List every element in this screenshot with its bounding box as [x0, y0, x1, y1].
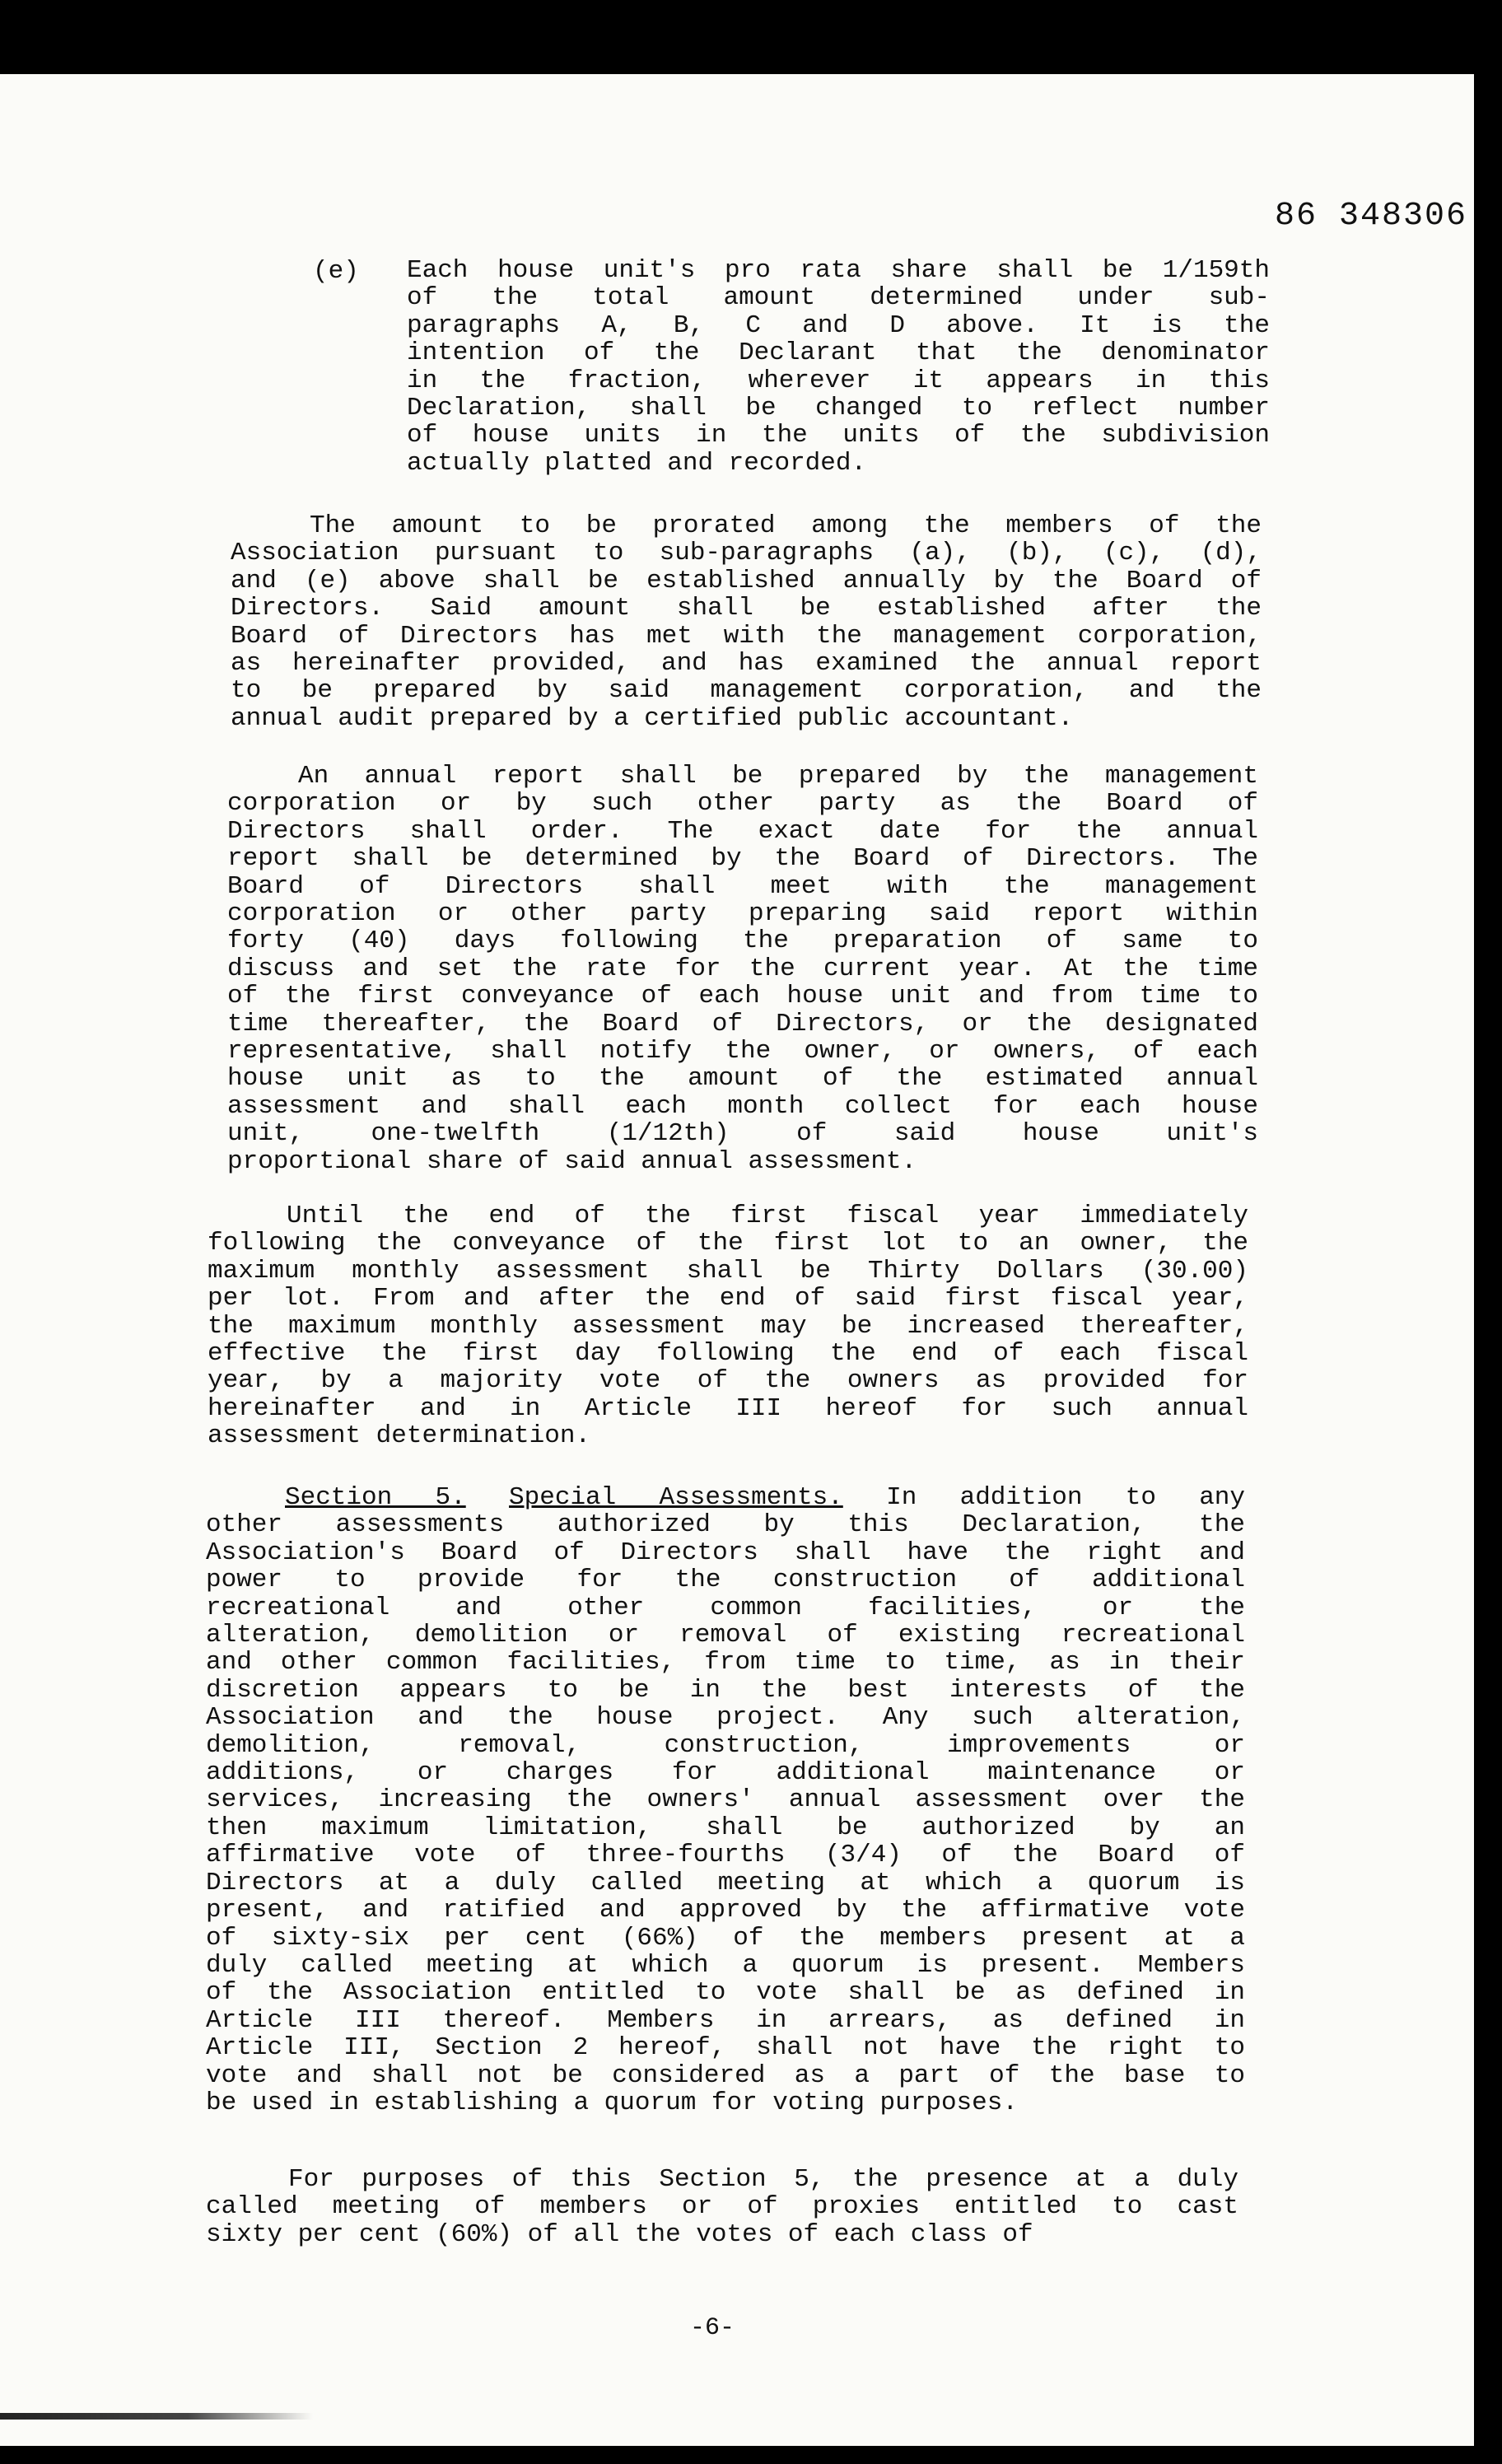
text-line: Until the end of the first fiscal year immediately [287, 1202, 1248, 1230]
text-line: Association and the house project. Any such alteration, [206, 1703, 1245, 1733]
text-line: duly called meeting at which a quorum is present. Members [206, 1950, 1245, 1980]
text-line: following the conveyance of the first lot to an owner, the [208, 1229, 1248, 1258]
text-line: house unit as to the amount of the estimated annual [227, 1064, 1258, 1094]
scan-edge-mark [0, 2413, 313, 2420]
text-line: services, increasing the owners' annual assessment over the [206, 1785, 1245, 1815]
section-5-paragraph [206, 1484, 1245, 2116]
section-5-first-line-rest: In addition to any [886, 1483, 1246, 1512]
text-line: assessment determination. [208, 1421, 591, 1451]
text-line: be used in establishing a quorum for voting purposes. [206, 2088, 1018, 2117]
text-line: sixty per cent (60%) of all the votes of each class of [206, 2219, 1033, 2249]
text-line: report shall be determined by the Board of Directors. The [227, 844, 1258, 874]
document-number: 86 348306 [1275, 198, 1468, 235]
text-line: to be prepared by said management corporation, and the [231, 676, 1262, 706]
section-5-first-line [206, 1484, 1245, 1511]
text-line: alteration, demolition or removal of existing recreational [206, 1621, 1245, 1650]
text-line: paragraphs A, B, C and D above. It is the [407, 310, 1270, 340]
text-line: The amount to be prorated among the members of the [310, 511, 1262, 540]
text-line: Declaration, shall be changed to reflect number [407, 394, 1270, 423]
text-line: Directors. Said amount shall be established after the [231, 594, 1262, 623]
text-line: called meeting of members or of proxies entitled to cast [206, 2192, 1238, 2222]
text-line: time thereafter, the Board of Directors, or the designated [227, 1009, 1258, 1038]
page-number: -6- [690, 2314, 735, 2342]
text-line: and (e) above shall be established annually by the Board of [231, 566, 1262, 595]
text-line: corporation or other party preparing said report within [227, 899, 1258, 929]
text-line: intention of the Declarant that the denominator [407, 338, 1270, 368]
text-line: forty (40) days following the preparation of same to [227, 926, 1258, 956]
text-line: Each house unit's pro rata share shall be 1/159th [407, 256, 1270, 285]
text-line: Association pursuant to sub-paragraphs (a), (b), (c), (d), [231, 539, 1262, 568]
text-line: of the Association entitled to vote shall be as defined in [206, 1978, 1245, 2008]
text-line: year, by a majority vote of the owners as provided for [208, 1366, 1248, 1396]
text-line: Article III thereof. Members in arrears, as defined in [206, 2005, 1245, 2035]
text-line: additions, or charges for additional maintenance or [206, 1758, 1245, 1788]
text-line: representative, shall notify the owner, or owners, of each [227, 1037, 1258, 1066]
text-line: of house units in the units of the subdivision [407, 421, 1270, 450]
text-line: and other common facilities, from time to time, as in their [206, 1648, 1245, 1678]
text-line: of the total amount determined under sub- [407, 283, 1270, 313]
text-line: Directors at a duly called meeting at which a quorum is [206, 1868, 1245, 1897]
item-e-label: (e) [313, 257, 359, 286]
section-5-heading: Special Assessments. [509, 1483, 843, 1512]
text-line: demolition, removal, construction, improvements or [206, 1730, 1245, 1760]
text-line: present, and ratified and approved by the affirmative vote [206, 1896, 1245, 1925]
text-line: maximum monthly assessment shall be Thirty Dollars (30.00) [208, 1256, 1248, 1286]
text-line: corporation or by such other party as the Board of [227, 789, 1258, 819]
annual-report-paragraph [227, 763, 1258, 1175]
text-line: effective the first day following the end of each fiscal [208, 1339, 1248, 1369]
text-line: assessment and shall each month collect for each house [227, 1091, 1258, 1121]
text-line: Board of Directors shall meet with the management [227, 871, 1258, 901]
text-line: per lot. From and after the end of said first fiscal year, [208, 1284, 1248, 1314]
text-line: vote and shall not be considered as a part of the base to [206, 2060, 1245, 2090]
text-line: then maximum limitation, shall be authorized by an [206, 1813, 1245, 1842]
text-line: For purposes of this Section 5, the presence at a duly [288, 2165, 1238, 2194]
fiscal-year-paragraph [208, 1202, 1248, 1450]
item-e-paragraph [407, 257, 1270, 477]
text-line: affirmative vote of three-fourths (3/4) of the Board of [206, 1841, 1245, 1870]
text-line: the maximum monthly assessment may be increased thereafter, [208, 1311, 1248, 1341]
text-line: Article III, Section 2 hereof, shall not have the right to [206, 2033, 1245, 2063]
text-line: proportional share of said annual assessment. [227, 1146, 917, 1176]
text-line: Directors shall order. The exact date for the annual [227, 816, 1258, 846]
section-5-label: Section 5. [285, 1483, 466, 1512]
text-line: unit, one-twelfth (1/12th) of said house unit's [227, 1119, 1258, 1149]
text-line: An annual report shall be prepared by the management [298, 762, 1258, 791]
text-line: recreational and other common facilities, or the [206, 1593, 1245, 1622]
text-line: of the first conveyance of each house unit and from time to [227, 982, 1258, 1011]
text-line: hereinafter and in Article III hereof for such annual [208, 1393, 1248, 1423]
text-line: discretion appears to be in the best interests of the [206, 1675, 1245, 1705]
text-line: in the fraction, wherever it appears in this [407, 366, 1270, 395]
text-line: other assessments authorized by this Declaration, the [206, 1510, 1245, 1540]
prorated-paragraph [231, 512, 1262, 732]
document-page [0, 74, 1474, 2446]
text-line: Association's Board of Directors shall have the right and [206, 1538, 1245, 1567]
text-line: discuss and set the rate for the current year. At the time [227, 954, 1258, 983]
text-line: Board of Directors has met with the management corporation, [231, 621, 1262, 651]
text-line: power to provide for the construction of additional [206, 1566, 1245, 1595]
text-line: of sixty-six per cent (66%) of the members present at a [206, 1923, 1245, 1953]
text-line: as hereinafter provided, and has examined the annual report [231, 649, 1262, 679]
text-line: actually platted and recorded. [407, 448, 867, 478]
text-line: annual audit prepared by a certified public accountant. [231, 703, 1074, 733]
purposes-paragraph [206, 2166, 1238, 2248]
